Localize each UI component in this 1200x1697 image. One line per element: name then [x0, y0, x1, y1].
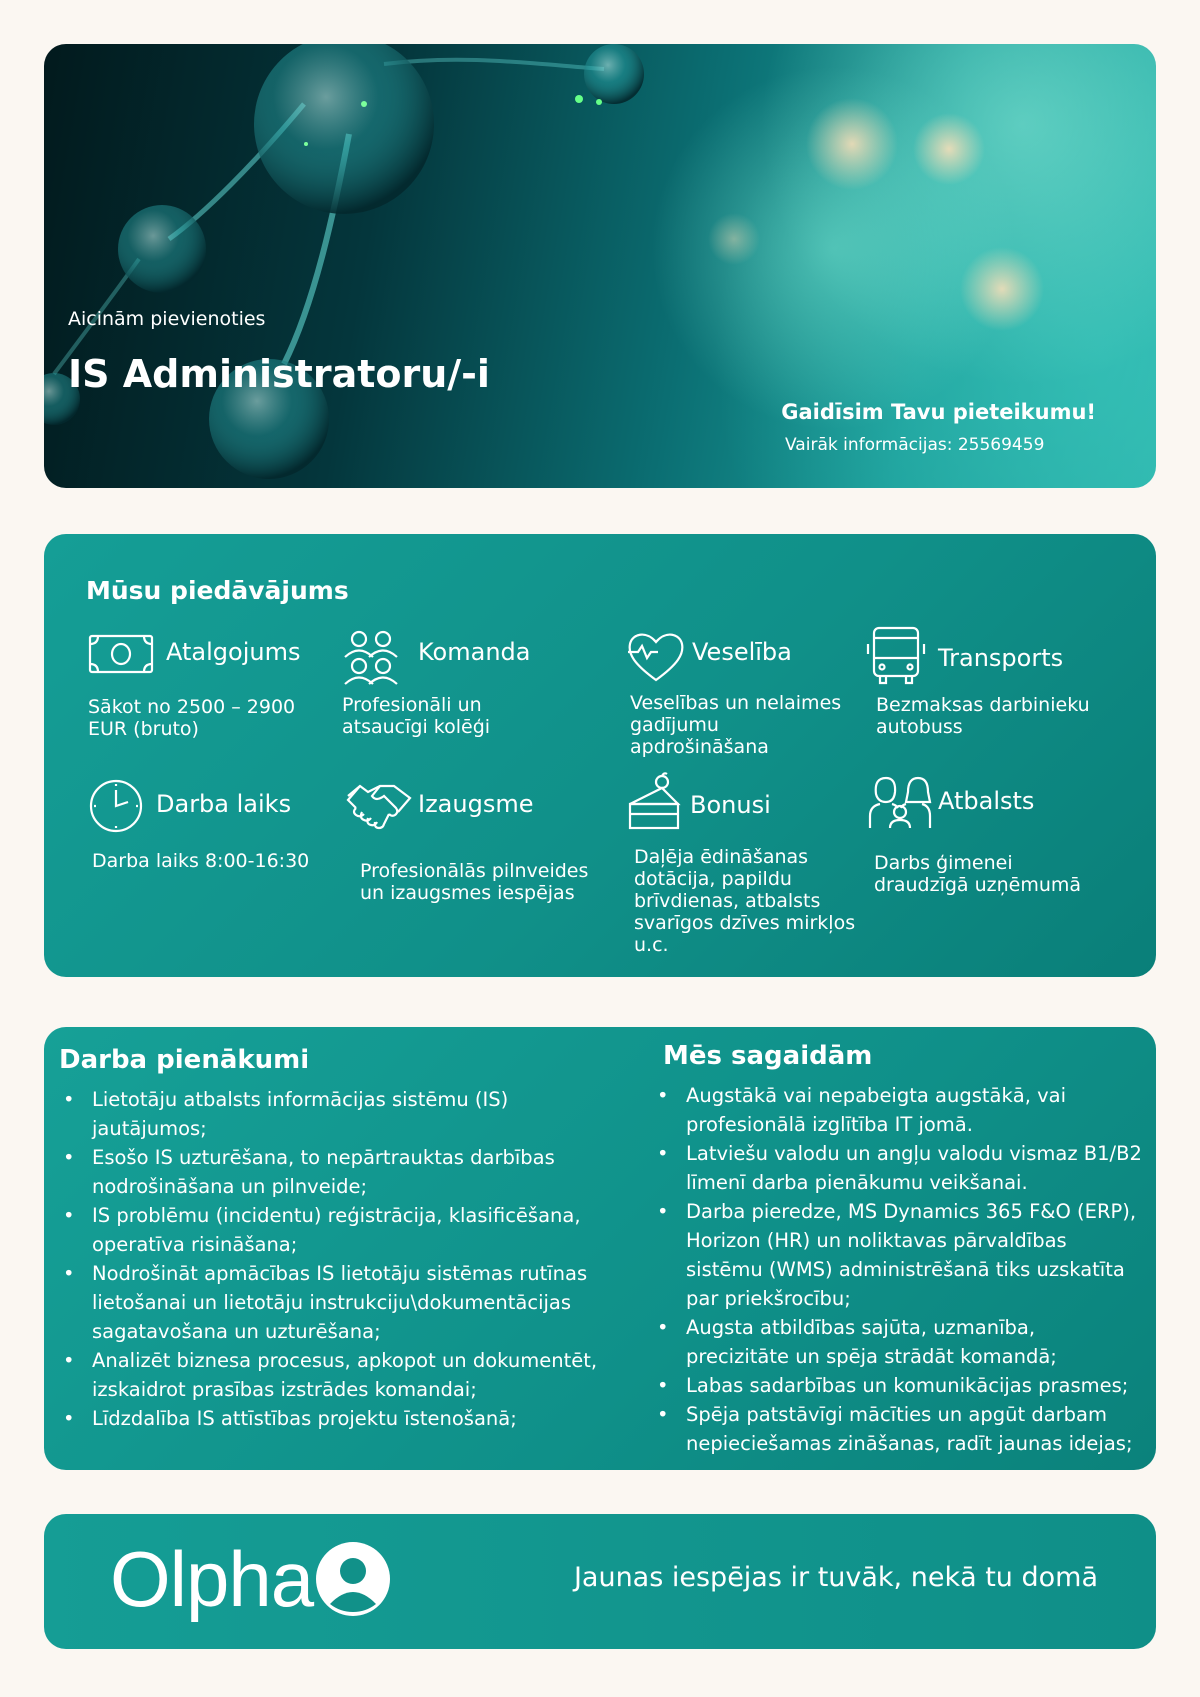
money-icon [88, 632, 154, 676]
logo-person-icon [314, 1540, 392, 1618]
job-details-panel [44, 1027, 1156, 1470]
list-item: • Spēja patstāvīgi mācīties un apgūt darbam nepieciešamas zināšanas, radīt jaunas idejas; [653, 1400, 1143, 1458]
benefit-label: Transports [938, 644, 1064, 672]
benefit-desc: Sākot no 2500 – 2900 EUR (bruto) [88, 696, 296, 740]
list-item: • Analizēt biznesa procesus, apkopot un dokumentēt, izskaidrot prasības izstrādes komandai; [59, 1346, 619, 1404]
handshake-icon [346, 778, 412, 832]
benefit-desc: Darbs ģimenei draudzīgā uzņēmumā [874, 852, 1082, 896]
benefit-label: Bonusi [690, 791, 771, 819]
family-icon [868, 774, 932, 830]
offer-heading: Mūsu piedāvājums [86, 576, 349, 605]
hero-kicker: Aicinām pievienoties [68, 308, 266, 330]
job-title: IS Administratoru/-i [68, 352, 490, 396]
benefit-desc: Veselības un nelaimes gadījumu apdrošināšana [630, 692, 842, 758]
list-item: • Latviešu valodu un angļu valodu vismaz B1/B2 līmenī darba pienākumu veikšanai. [653, 1139, 1143, 1197]
benefit-desc: Profesionālās pilnveides un izaugsmes iespējas [360, 860, 589, 904]
cake-icon [626, 772, 682, 830]
bus-icon [866, 626, 926, 686]
apply-call: Gaidīsim Tavu pieteikumu! [781, 400, 1096, 424]
benefit-label: Komanda [418, 638, 531, 666]
duties-column [59, 1041, 619, 1433]
requirements-list [653, 1081, 1143, 1458]
benefit-desc: Darba laiks 8:00-16:30 [92, 850, 310, 872]
footer-tagline: Jaunas iespējas ir tuvāk, nekā tu domā [573, 1562, 1098, 1593]
company-logo: Olpha [110, 1535, 314, 1623]
list-item: • Augsta atbildības sajūta, uzmanība, precizitāte un spēja strādāt komandā; [653, 1313, 1143, 1371]
benefit-label: Izaugsme [418, 790, 534, 818]
contact-info: Vairāk informācijas: 25569459 [785, 435, 1045, 455]
footer-banner [44, 1514, 1156, 1649]
clock-icon [88, 778, 144, 834]
benefit-desc: Daļēja ēdināšanas dotācija, papildu brīvdienas, atbalsts svarīgos dzīves mirkļos u.c. [634, 846, 856, 956]
benefit-desc: Profesionāli un atsaucīgi kolēģi [342, 694, 491, 738]
hero-banner [44, 44, 1156, 488]
offer-panel [44, 534, 1156, 977]
list-item: • Nodrošināt apmācības IS lietotāju sistēmas rutīnas lietošanai un lietotāju instrukciju\dokumentācijas sagatavošana un uzturēšana; [59, 1259, 619, 1346]
list-item: • Esošo IS uzturēšana, to nepārtrauktas darbības nodrošināšana un pilnveide; [59, 1143, 619, 1201]
list-item: • Labas sadarbības un komunikācijas prasmes; [653, 1371, 1143, 1400]
benefit-label: Atbalsts [938, 787, 1035, 815]
benefit-label: Veselība [692, 638, 792, 666]
duties-list [59, 1085, 619, 1433]
list-item: • Līdzdalība IS attīstības projektu īstenošanā; [59, 1404, 619, 1433]
team-icon [342, 630, 400, 686]
list-item: • Darba pieredze, MS Dynamics 365 F&O (ERP), Horizon (HR) un noliktavas pārvaldības sistēmu (WMS) administrēšanā tiks uzskatīta par priekšrocību; [653, 1197, 1143, 1313]
list-item: • IS problēmu (incidentu) reģistrācija, klasificēšana, operatīva risināšana; [59, 1201, 619, 1259]
requirements-heading: Mēs sagaidām [663, 1041, 873, 1071]
heart-icon [626, 630, 686, 684]
list-item: • Augstākā vai nepabeigta augstākā, vai profesionālā izglītība IT jomā. [653, 1081, 1143, 1139]
benefit-desc: Bezmaksas darbinieku autobuss [876, 694, 1090, 738]
requirements-column [653, 1041, 1143, 1458]
duties-heading: Darba pienākumi [59, 1045, 310, 1075]
list-item: • Lietotāju atbalsts informācijas sistēmu (IS) jautājumos; [59, 1085, 619, 1143]
benefit-label: Darba laiks [156, 790, 292, 818]
benefit-label: Atalgojums [166, 638, 301, 666]
